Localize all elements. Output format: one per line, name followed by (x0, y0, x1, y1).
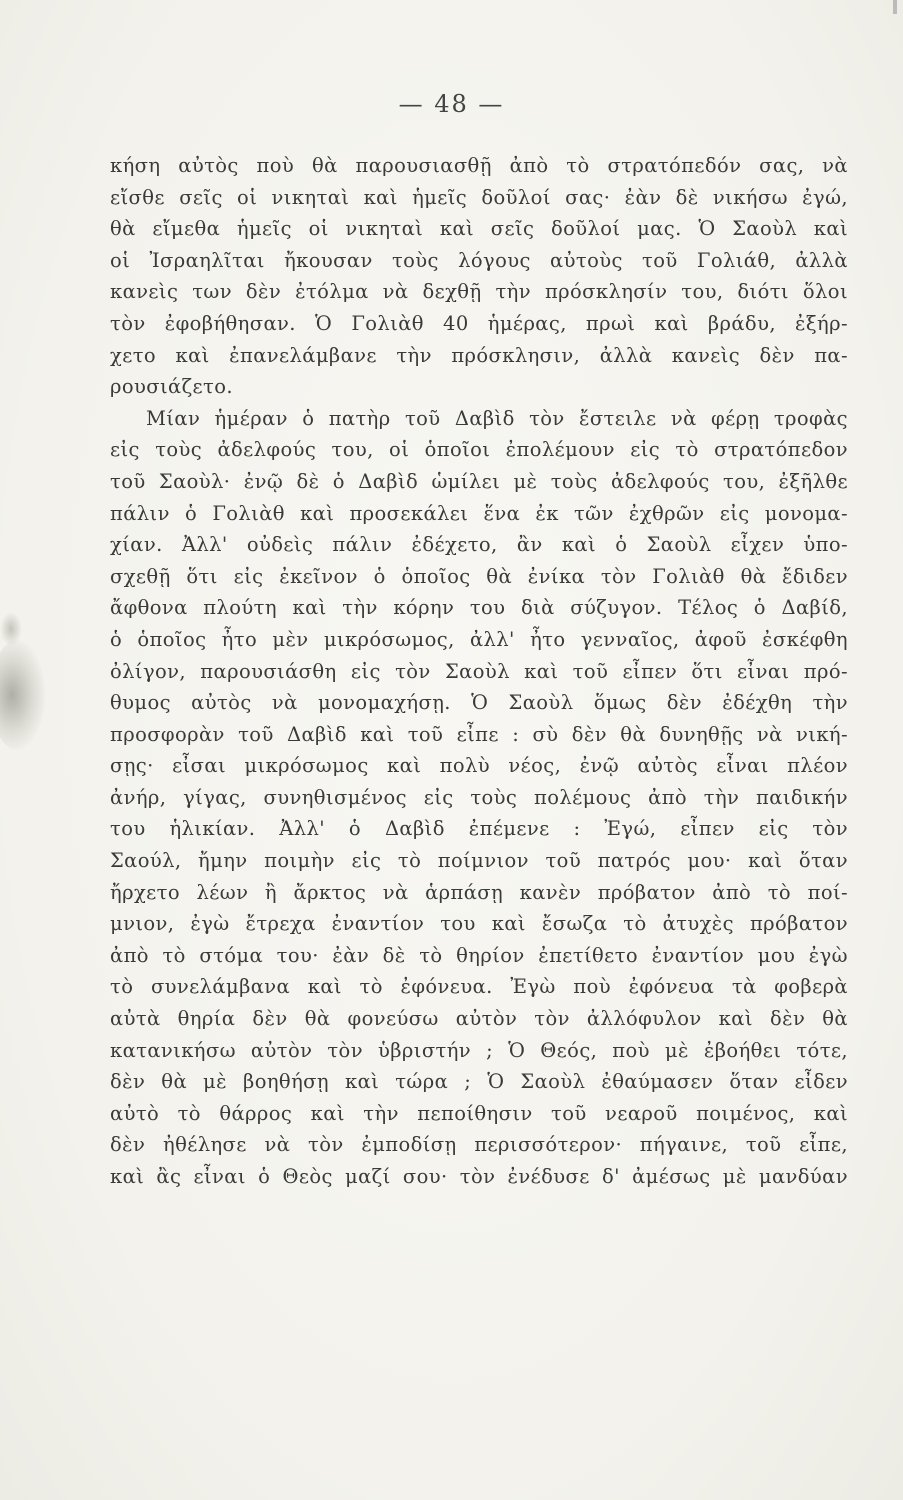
text-line: ὁ ὁποῖος ἦτο μὲν μικρόσωμος, ἀλλ' ἦτο γενναῖος, ἀφοῦ ἐσκέφθη (110, 627, 848, 651)
text-line: σχεθῇ ὅτι εἰς ἐκεῖνον ὁ ὁποῖος θὰ ἐνίκα τὸν Γολιὰθ θὰ ἔδιδεν (110, 564, 848, 588)
text-line: δὲν ἠθέλησε νὰ τὸν ἐμποδίσῃ περισσότερον· πήγαινε, τοῦ εἶπε, (110, 1133, 848, 1157)
text-line: μνιον, ἐγὼ ἔτρεχα ἐναντίον του καὶ ἔσωζα τὸ ἀτυχὲς πρόβατον (110, 912, 848, 936)
text-line: τοῦ Σαοὺλ· ἐνῷ δὲ ὁ Δαβὶδ ὡμίλει μὲ τοὺς ἀδελφούς του, ἐξῆλθε (110, 469, 848, 493)
ink-stain (0, 640, 45, 750)
text-line: ρουσιάζετο. (110, 375, 233, 399)
page-number: — 48 — (398, 90, 505, 118)
text-line: εἴσθε σεῖς οἱ νικηταὶ καὶ ἡμεῖς δοῦλοί σας· ἐὰν δὲ νικήσω ἐγώ, (110, 185, 848, 209)
text-line: του ἡλικίαν. Ἀλλ' ὁ Δαβὶδ ἐπέμενε : Ἐγώ, εἶπεν εἰς τὸν (110, 817, 848, 841)
text-line: χίαν. Ἀλλ' οὐδεὶς πάλιν ἐδέχετο, ἂν καὶ ὁ Σαοὺλ εἶχεν ὑπο- (110, 533, 848, 557)
text-line: τὸν ἐφοβήθησαν. Ὁ Γολιὰθ 40 ἡμέρας, πρωὶ καὶ βράδυ, ἐξήρ- (110, 311, 848, 335)
paragraph-start-line: Μίαν ἡμέραν ὁ πατὴρ τοῦ Δαβὶδ τὸν ἔστειλε νὰ φέρῃ τροφὰς (146, 406, 848, 430)
text-line: κατανικήσω αὐτὸν τὸν ὑβριστήν ; Ὁ Θεός, ποὺ μὲ ἐβοήθει τότε, (110, 1038, 848, 1062)
text-line: ὀλίγον, παρουσιάσθη εἰς τὸν Σαοὺλ καὶ τοῦ εἶπεν ὅτι εἶναι πρό- (110, 659, 848, 683)
text-line: Σαούλ, ἤμην ποιμὴν εἰς τὸ ποίμνιον τοῦ πατρός μου· καὶ ὅταν (110, 849, 848, 873)
text-line: θὰ εἴμεθα ἡμεῖς οἱ νικηταὶ καὶ σεῖς δοῦλοί μας. Ὁ Σαοὺλ καὶ (110, 217, 848, 241)
text-line: προσφορὰν τοῦ Δαβὶδ καὶ τοῦ εἶπε : σὺ δὲν θὰ δυνηθῇς νὰ νική- (110, 722, 848, 746)
text-line: ἤρχετο λέων ἢ ἄρκτος νὰ ἁρπάσῃ κανὲν πρόβατον ἀπὸ τὸ ποί- (110, 880, 848, 904)
scan-edge-mark (893, 0, 897, 14)
text-line: αὐτὰ θηρία δὲν θὰ φονεύσω αὐτὸν τὸν ἀλλόφυλον καὶ δὲν θὰ (110, 1007, 848, 1031)
text-line: κανεὶς των δὲν ἐτόλμα νὰ δεχθῇ τὴν πρόσκλησίν του, διότι ὅλοι (110, 280, 848, 304)
text-line: σῃς· εἶσαι μικρόσωμος καὶ πολὺ νέος, ἐνῷ αὐτὸς εἶναι πλέον (110, 754, 848, 778)
text-line: ἀνήρ, γίγας, συνηθισμένος εἰς τοὺς πολέμους ἀπὸ τὴν παιδικήν (110, 785, 848, 809)
text-line: χετο καὶ ἐπανελάμβανε τὴν πρόσκλησιν, ἀλλὰ κανεὶς δὲν πα- (110, 343, 848, 367)
text-line: ἄφθονα πλούτη καὶ τὴν κόρην του διὰ σύζυγον. Τέλος ὁ Δαβίδ, (110, 596, 848, 620)
text-line: αὐτὸ τὸ θάρρος καὶ τὴν πεποίθησιν τοῦ νεαροῦ ποιμένος, καὶ (110, 1101, 848, 1125)
body-text (110, 150, 848, 1193)
text-line: οἱ Ἰσραηλῖται ἤκουσαν τοὺς λόγους αὐτοὺς τοῦ Γολιάθ, ἀλλὰ (110, 248, 848, 272)
text-line: καὶ ἂς εἶναι ὁ Θεὸς μαζί σου· τὸν ἐνέδυσε δ' ἀμέσως μὲ μανδύαν (110, 1165, 848, 1188)
text-line: θυμος αὐτὸς νὰ μονομαχήσῃ. Ὁ Σαοὺλ ὅμως δὲν ἐδέχθη τὴν (110, 691, 848, 715)
text-line: κήση αὐτὸς ποὺ θὰ παρουσιασθῇ ἀπὸ τὸ στρατόπεδόν σας, νὰ (110, 154, 848, 177)
text-line: ἀπὸ τὸ στόμα του· ἐὰν δὲ τὸ θηρίον ἐπετίθετο ἐναντίον μου ἐγὼ (110, 943, 848, 967)
text-line: εἰς τοὺς ἀδελφούς του, οἱ ὁποῖοι ἐπολέμουν εἰς τὸ στρατόπεδον (110, 438, 848, 462)
text-line: τὸ συνελάμβανα καὶ τὸ ἐφόνευα. Ἐγὼ ποὺ ἐφόνευα τὰ φοβερὰ (110, 975, 848, 999)
text-line: δὲν θὰ μὲ βοηθήσῃ καὶ τώρα ; Ὁ Σαοὺλ ἐθαύμασεν ὅταν εἶδεν (110, 1070, 848, 1094)
text-line: πάλιν ὁ Γολιὰθ καὶ προσεκάλει ἕνα ἐκ τῶν ἐχθρῶν εἰς μονομα- (110, 501, 848, 525)
